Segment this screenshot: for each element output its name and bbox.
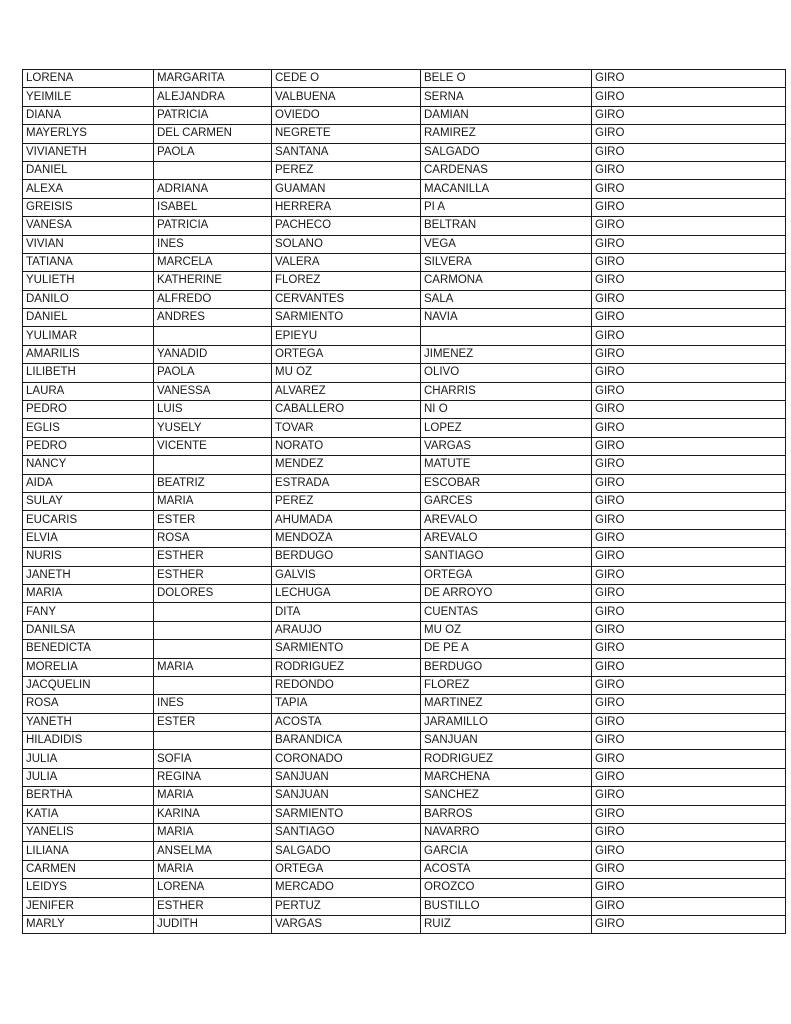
second-last-name-cell: RAMIREZ — [421, 125, 592, 143]
table-row — [23, 548, 786, 566]
payment-type-cell: GIRO — [592, 713, 786, 731]
table-row — [23, 695, 786, 713]
table-row — [23, 621, 786, 639]
last-name-cell: LECHUGA — [272, 584, 421, 602]
middle-name-cell — [154, 456, 272, 474]
payment-type-cell: GIRO — [592, 125, 786, 143]
payment-type-cell: GIRO — [592, 750, 786, 768]
first-name-cell: NURIS — [23, 548, 154, 566]
second-last-name-cell: SALGADO — [421, 143, 592, 161]
second-last-name-cell: JIMENEZ — [421, 345, 592, 363]
second-last-name-cell: SILVERA — [421, 253, 592, 271]
last-name-cell: TAPIA — [272, 695, 421, 713]
last-name-cell: VARGAS — [272, 915, 421, 933]
last-name-cell: ACOSTA — [272, 713, 421, 731]
last-name-cell: CERVANTES — [272, 290, 421, 308]
payment-type-cell: GIRO — [592, 309, 786, 327]
table-row — [23, 456, 786, 474]
payment-type-cell: GIRO — [592, 217, 786, 235]
last-name-cell: ORTEGA — [272, 345, 421, 363]
last-name-cell: PEREZ — [272, 492, 421, 510]
middle-name-cell: PATRICIA — [154, 106, 272, 124]
payment-type-cell: GIRO — [592, 235, 786, 253]
payment-type-cell: GIRO — [592, 603, 786, 621]
table-row — [23, 713, 786, 731]
second-last-name-cell: OLIVO — [421, 364, 592, 382]
second-last-name-cell: BUSTILLO — [421, 897, 592, 915]
last-name-cell: GALVIS — [272, 566, 421, 584]
table-row — [23, 198, 786, 216]
second-last-name-cell: RUIZ — [421, 915, 592, 933]
first-name-cell: MARLY — [23, 915, 154, 933]
second-last-name-cell: GARCES — [421, 492, 592, 510]
middle-name-cell: ANSELMA — [154, 842, 272, 860]
first-name-cell: VIVIANETH — [23, 143, 154, 161]
last-name-cell: VALERA — [272, 253, 421, 271]
first-name-cell: BENEDICTA — [23, 640, 154, 658]
last-name-cell: HERRERA — [272, 198, 421, 216]
second-last-name-cell: CARMONA — [421, 272, 592, 290]
table-row — [23, 768, 786, 786]
first-name-cell: NANCY — [23, 456, 154, 474]
payment-type-cell: GIRO — [592, 879, 786, 897]
last-name-cell: PEREZ — [272, 161, 421, 179]
first-name-cell: JULIA — [23, 750, 154, 768]
second-last-name-cell: MARCHENA — [421, 768, 592, 786]
middle-name-cell — [154, 640, 272, 658]
table-row — [23, 658, 786, 676]
middle-name-cell: PATRICIA — [154, 217, 272, 235]
first-name-cell: ROSA — [23, 695, 154, 713]
payment-type-cell: GIRO — [592, 272, 786, 290]
last-name-cell: BARANDICA — [272, 732, 421, 750]
table-row — [23, 897, 786, 915]
first-name-cell: YEIMILE — [23, 88, 154, 106]
second-last-name-cell: FLOREZ — [421, 676, 592, 694]
table-row — [23, 161, 786, 179]
middle-name-cell: MARCELA — [154, 253, 272, 271]
second-last-name-cell: LOPEZ — [421, 419, 592, 437]
payment-type-cell: GIRO — [592, 419, 786, 437]
names-table — [22, 69, 786, 934]
payment-type-cell: GIRO — [592, 566, 786, 584]
second-last-name-cell: OROZCO — [421, 879, 592, 897]
second-last-name-cell: SALA — [421, 290, 592, 308]
payment-type-cell: GIRO — [592, 364, 786, 382]
last-name-cell: SARMIENTO — [272, 309, 421, 327]
first-name-cell: GREISIS — [23, 198, 154, 216]
table-row — [23, 566, 786, 584]
last-name-cell: MENDEZ — [272, 456, 421, 474]
table-row — [23, 584, 786, 602]
table-row — [23, 915, 786, 933]
middle-name-cell — [154, 621, 272, 639]
first-name-cell: DANIEL — [23, 161, 154, 179]
middle-name-cell — [154, 603, 272, 621]
second-last-name-cell: AREVALO — [421, 511, 592, 529]
table-row — [23, 272, 786, 290]
payment-type-cell: GIRO — [592, 327, 786, 345]
middle-name-cell: KATHERINE — [154, 272, 272, 290]
last-name-cell: PERTUZ — [272, 897, 421, 915]
second-last-name-cell: BARROS — [421, 805, 592, 823]
last-name-cell: REDONDO — [272, 676, 421, 694]
last-name-cell: RODRIGUEZ — [272, 658, 421, 676]
table-row — [23, 732, 786, 750]
last-name-cell: MERCADO — [272, 879, 421, 897]
last-name-cell: SARMIENTO — [272, 805, 421, 823]
table-row — [23, 824, 786, 842]
middle-name-cell: KARINA — [154, 805, 272, 823]
first-name-cell: HILADIDIS — [23, 732, 154, 750]
payment-type-cell: GIRO — [592, 915, 786, 933]
middle-name-cell: LORENA — [154, 879, 272, 897]
second-last-name-cell: DE PE A — [421, 640, 592, 658]
second-last-name-cell: NAVARRO — [421, 824, 592, 842]
table-row — [23, 492, 786, 510]
first-name-cell: VANESA — [23, 217, 154, 235]
last-name-cell: MU OZ — [272, 364, 421, 382]
last-name-cell: ESTRADA — [272, 474, 421, 492]
table-row — [23, 401, 786, 419]
second-last-name-cell: SANJUAN — [421, 732, 592, 750]
first-name-cell: ELVIA — [23, 529, 154, 547]
payment-type-cell: GIRO — [592, 456, 786, 474]
table-row — [23, 217, 786, 235]
second-last-name-cell: SANCHEZ — [421, 787, 592, 805]
payment-type-cell: GIRO — [592, 787, 786, 805]
middle-name-cell: ESTHER — [154, 566, 272, 584]
middle-name-cell: REGINA — [154, 768, 272, 786]
second-last-name-cell: SANTIAGO — [421, 548, 592, 566]
table-row — [23, 474, 786, 492]
middle-name-cell: ESTER — [154, 511, 272, 529]
first-name-cell: FANY — [23, 603, 154, 621]
table-row — [23, 180, 786, 198]
last-name-cell: ARAUJO — [272, 621, 421, 639]
middle-name-cell: INES — [154, 235, 272, 253]
last-name-cell: PACHECO — [272, 217, 421, 235]
last-name-cell: MENDOZA — [272, 529, 421, 547]
payment-type-cell: GIRO — [592, 474, 786, 492]
middle-name-cell: JUDITH — [154, 915, 272, 933]
middle-name-cell: MARIA — [154, 492, 272, 510]
second-last-name-cell: MU OZ — [421, 621, 592, 639]
payment-type-cell: GIRO — [592, 676, 786, 694]
first-name-cell: YULIMAR — [23, 327, 154, 345]
second-last-name-cell: MATUTE — [421, 456, 592, 474]
second-last-name-cell: DE ARROYO — [421, 584, 592, 602]
second-last-name-cell: BELTRAN — [421, 217, 592, 235]
last-name-cell: NEGRETE — [272, 125, 421, 143]
first-name-cell: LILIBETH — [23, 364, 154, 382]
first-name-cell: PEDRO — [23, 437, 154, 455]
first-name-cell: JENIFER — [23, 897, 154, 915]
payment-type-cell: GIRO — [592, 253, 786, 271]
table-row — [23, 511, 786, 529]
last-name-cell: OVIEDO — [272, 106, 421, 124]
table-row — [23, 235, 786, 253]
last-name-cell: FLOREZ — [272, 272, 421, 290]
first-name-cell: KATIA — [23, 805, 154, 823]
first-name-cell: CARMEN — [23, 860, 154, 878]
first-name-cell: LILIANA — [23, 842, 154, 860]
table-row — [23, 88, 786, 106]
payment-type-cell: GIRO — [592, 732, 786, 750]
payment-type-cell: GIRO — [592, 842, 786, 860]
middle-name-cell: LUIS — [154, 401, 272, 419]
last-name-cell: SANTIAGO — [272, 824, 421, 842]
middle-name-cell: MARIA — [154, 787, 272, 805]
last-name-cell: CORONADO — [272, 750, 421, 768]
last-name-cell: SALGADO — [272, 842, 421, 860]
first-name-cell: DIANA — [23, 106, 154, 124]
middle-name-cell: DEL CARMEN — [154, 125, 272, 143]
table-row — [23, 364, 786, 382]
middle-name-cell: MARIA — [154, 860, 272, 878]
middle-name-cell: VICENTE — [154, 437, 272, 455]
last-name-cell: SOLANO — [272, 235, 421, 253]
table-row — [23, 879, 786, 897]
middle-name-cell — [154, 732, 272, 750]
table-row — [23, 290, 786, 308]
payment-type-cell: GIRO — [592, 106, 786, 124]
last-name-cell: SARMIENTO — [272, 640, 421, 658]
last-name-cell: VALBUENA — [272, 88, 421, 106]
first-name-cell: JULIA — [23, 768, 154, 786]
middle-name-cell: YUSELY — [154, 419, 272, 437]
table-row — [23, 143, 786, 161]
first-name-cell: VIVIAN — [23, 235, 154, 253]
first-name-cell: BERTHA — [23, 787, 154, 805]
table-row — [23, 327, 786, 345]
first-name-cell: LAURA — [23, 382, 154, 400]
table-row — [23, 382, 786, 400]
last-name-cell: TOVAR — [272, 419, 421, 437]
second-last-name-cell: MARTINEZ — [421, 695, 592, 713]
second-last-name-cell: JARAMILLO — [421, 713, 592, 731]
payment-type-cell: GIRO — [592, 584, 786, 602]
middle-name-cell: ESTER — [154, 713, 272, 731]
payment-type-cell: GIRO — [592, 640, 786, 658]
last-name-cell: SANTANA — [272, 143, 421, 161]
table-row — [23, 125, 786, 143]
second-last-name-cell: CUENTAS — [421, 603, 592, 621]
middle-name-cell — [154, 676, 272, 694]
first-name-cell: ALEXA — [23, 180, 154, 198]
second-last-name-cell: NAVIA — [421, 309, 592, 327]
table-row — [23, 676, 786, 694]
table-row — [23, 437, 786, 455]
middle-name-cell: ESTHER — [154, 548, 272, 566]
last-name-cell: CABALLERO — [272, 401, 421, 419]
last-name-cell: SANJUAN — [272, 768, 421, 786]
second-last-name-cell: GARCIA — [421, 842, 592, 860]
first-name-cell: EUCARIS — [23, 511, 154, 529]
middle-name-cell: ROSA — [154, 529, 272, 547]
second-last-name-cell: BELE O — [421, 70, 592, 88]
middle-name-cell: MARGARITA — [154, 70, 272, 88]
payment-type-cell: GIRO — [592, 824, 786, 842]
middle-name-cell: SOFIA — [154, 750, 272, 768]
last-name-cell: AHUMADA — [272, 511, 421, 529]
middle-name-cell — [154, 161, 272, 179]
middle-name-cell: ANDRES — [154, 309, 272, 327]
first-name-cell: DANILSA — [23, 621, 154, 639]
first-name-cell: DANIEL — [23, 309, 154, 327]
last-name-cell: NORATO — [272, 437, 421, 455]
payment-type-cell: GIRO — [592, 382, 786, 400]
payment-type-cell: GIRO — [592, 621, 786, 639]
payment-type-cell: GIRO — [592, 437, 786, 455]
second-last-name-cell: ACOSTA — [421, 860, 592, 878]
first-name-cell: YANETH — [23, 713, 154, 731]
table-row — [23, 419, 786, 437]
payment-type-cell: GIRO — [592, 695, 786, 713]
middle-name-cell: ALEJANDRA — [154, 88, 272, 106]
first-name-cell: PEDRO — [23, 401, 154, 419]
table-row — [23, 106, 786, 124]
payment-type-cell: GIRO — [592, 897, 786, 915]
first-name-cell: TATIANA — [23, 253, 154, 271]
payment-type-cell: GIRO — [592, 492, 786, 510]
payment-type-cell: GIRO — [592, 161, 786, 179]
middle-name-cell: PAOLA — [154, 143, 272, 161]
payment-type-cell: GIRO — [592, 198, 786, 216]
second-last-name-cell: CHARRIS — [421, 382, 592, 400]
middle-name-cell: BEATRIZ — [154, 474, 272, 492]
table-row — [23, 253, 786, 271]
payment-type-cell: GIRO — [592, 548, 786, 566]
table-row — [23, 805, 786, 823]
second-last-name-cell: BERDUGO — [421, 658, 592, 676]
last-name-cell: DITA — [272, 603, 421, 621]
first-name-cell: LEIDYS — [23, 879, 154, 897]
table-row — [23, 345, 786, 363]
table-row — [23, 750, 786, 768]
payment-type-cell: GIRO — [592, 805, 786, 823]
first-name-cell: YANELIS — [23, 824, 154, 842]
first-name-cell: MARIA — [23, 584, 154, 602]
last-name-cell: GUAMAN — [272, 180, 421, 198]
middle-name-cell: ADRIANA — [154, 180, 272, 198]
first-name-cell: DANILO — [23, 290, 154, 308]
middle-name-cell: YANADID — [154, 345, 272, 363]
table-row — [23, 860, 786, 878]
first-name-cell: JACQUELIN — [23, 676, 154, 694]
payment-type-cell: GIRO — [592, 658, 786, 676]
middle-name-cell: ALFREDO — [154, 290, 272, 308]
payment-type-cell: GIRO — [592, 290, 786, 308]
payment-type-cell: GIRO — [592, 529, 786, 547]
last-name-cell: ORTEGA — [272, 860, 421, 878]
table-row — [23, 70, 786, 88]
first-name-cell: SULAY — [23, 492, 154, 510]
payment-type-cell: GIRO — [592, 70, 786, 88]
payment-type-cell: GIRO — [592, 511, 786, 529]
second-last-name-cell: ORTEGA — [421, 566, 592, 584]
first-name-cell: YULIETH — [23, 272, 154, 290]
first-name-cell: AIDA — [23, 474, 154, 492]
second-last-name-cell: AREVALO — [421, 529, 592, 547]
table-row — [23, 309, 786, 327]
table-row — [23, 603, 786, 621]
first-name-cell: MORELIA — [23, 658, 154, 676]
payment-type-cell: GIRO — [592, 860, 786, 878]
first-name-cell: EGLIS — [23, 419, 154, 437]
middle-name-cell: INES — [154, 695, 272, 713]
payment-type-cell: GIRO — [592, 88, 786, 106]
second-last-name-cell: VARGAS — [421, 437, 592, 455]
second-last-name-cell: ESCOBAR — [421, 474, 592, 492]
second-last-name-cell: RODRIGUEZ — [421, 750, 592, 768]
second-last-name-cell: CARDENAS — [421, 161, 592, 179]
last-name-cell: SANJUAN — [272, 787, 421, 805]
payment-type-cell: GIRO — [592, 401, 786, 419]
table-row — [23, 529, 786, 547]
middle-name-cell: DOLORES — [154, 584, 272, 602]
first-name-cell: MAYERLYS — [23, 125, 154, 143]
last-name-cell: ALVAREZ — [272, 382, 421, 400]
last-name-cell: EPIEYU — [272, 327, 421, 345]
payment-type-cell: GIRO — [592, 180, 786, 198]
second-last-name-cell — [421, 327, 592, 345]
middle-name-cell: VANESSA — [154, 382, 272, 400]
first-name-cell: JANETH — [23, 566, 154, 584]
middle-name-cell: MARIA — [154, 824, 272, 842]
second-last-name-cell: NI O — [421, 401, 592, 419]
last-name-cell: BERDUGO — [272, 548, 421, 566]
table-row — [23, 842, 786, 860]
middle-name-cell: PAOLA — [154, 364, 272, 382]
second-last-name-cell: DAMIAN — [421, 106, 592, 124]
second-last-name-cell: MACANILLA — [421, 180, 592, 198]
payment-type-cell: GIRO — [592, 345, 786, 363]
payment-type-cell: GIRO — [592, 143, 786, 161]
middle-name-cell: ISABEL — [154, 198, 272, 216]
middle-name-cell: MARIA — [154, 658, 272, 676]
second-last-name-cell: VEGA — [421, 235, 592, 253]
second-last-name-cell: PI A — [421, 198, 592, 216]
middle-name-cell — [154, 327, 272, 345]
first-name-cell: LORENA — [23, 70, 154, 88]
table-row — [23, 640, 786, 658]
middle-name-cell: ESTHER — [154, 897, 272, 915]
last-name-cell: CEDE O — [272, 70, 421, 88]
first-name-cell: AMARILIS — [23, 345, 154, 363]
payment-type-cell: GIRO — [592, 768, 786, 786]
table-row — [23, 787, 786, 805]
second-last-name-cell: SERNA — [421, 88, 592, 106]
